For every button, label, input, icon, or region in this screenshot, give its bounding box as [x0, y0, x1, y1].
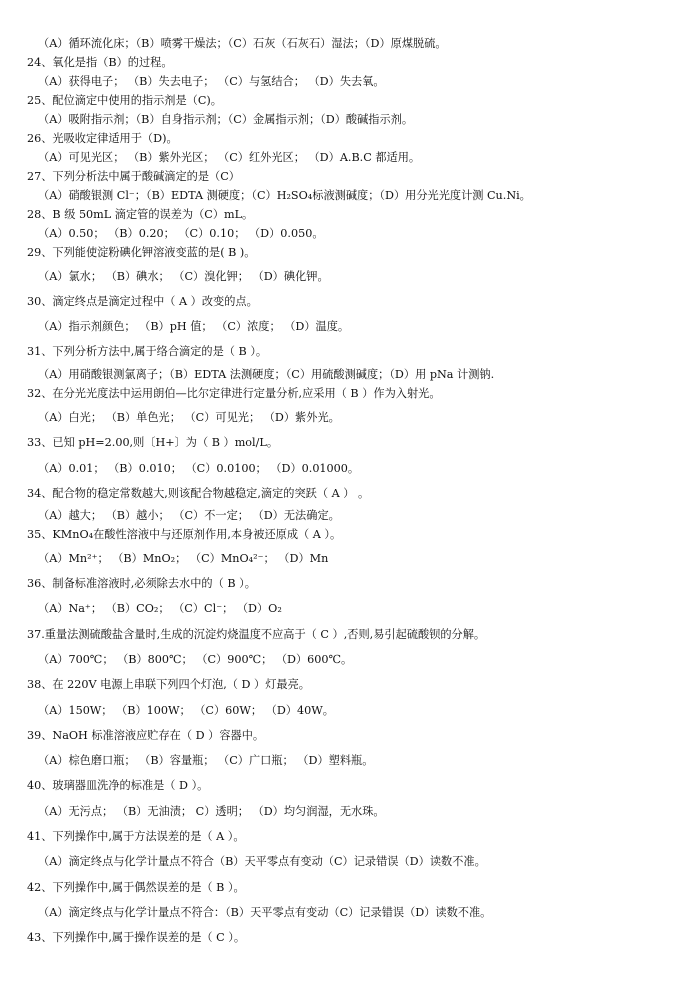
answer-options-line: （A）用硝酸银测氯离子；（B）EDTA 法测硬度；（C）用硫酸测碱度；（D）用 pNa 计测钠.	[38, 368, 495, 381]
question-line: 40、玻璃器皿洗净的标准是（ D ）。	[27, 779, 209, 792]
question-line: 39、NaOH 标准溶液应贮存在（ D ）容器中。	[27, 729, 265, 742]
question-line: 43、下列操作中,属于操作误差的是（ C ）。	[27, 931, 246, 944]
question-line: 32、在分光光度法中运用朗伯—比尔定律进行定量分析,应采用（ B ）作为入射光。	[27, 387, 441, 400]
question-line: 36、制备标准溶液时,必须除去水中的（ B ）。	[27, 577, 256, 590]
answer-options-line: （A）150W； （B）100W； （C）60W； （D）40W。	[38, 704, 334, 717]
answer-options-line: （A）Na⁺； （B）CO₂； （C）Cl⁻； （D）O₂	[38, 602, 282, 615]
answer-options-line: （A）无污点； （B）无油渍； C）透明； （D）均匀润湿，无水珠。	[38, 805, 385, 818]
question-line: 29、下列能使淀粉碘化钾溶液变蓝的是( B )。	[27, 246, 256, 259]
question-line: 35、KMnO₄在酸性溶液中与还原剂作用,本身被还原成（ A ）。	[27, 528, 342, 541]
answer-options-line: （A）滴定终点与化学计量点不符合（B）天平零点有变动（C）记录错误（D）读数不准。	[38, 855, 486, 868]
question-line: 38、在 220V 电源上串联下列四个灯泡,（ D ）灯最亮。	[27, 678, 310, 691]
answer-options-line: （A）白光； （B）单色光； （C）可见光； （D）紫外光。	[38, 411, 340, 424]
question-line: 24、氧化是指（B）的过程。	[27, 56, 173, 69]
question-line: 31、下列分析方法中,属于络合滴定的是（ B ）。	[27, 345, 268, 358]
answer-options-line: （A）获得电子； （B）失去电子； （C）与氢结合； （D）失去氧。	[38, 75, 385, 88]
question-line: 34、配合物的稳定常数越大,则该配合物越稳定,滴定的突跃（ A ） 。	[27, 487, 370, 500]
answer-options-line: （A）氯水； （B）碘水； （C）溴化钾； （D）碘化钾。	[38, 270, 329, 283]
question-line: 27、下列分析法中属于酸碱滴定的是（C）	[27, 170, 240, 183]
answer-options-line: （A）指示剂颜色； （B）pH 值； （C）浓度； （D）温度。	[38, 320, 350, 333]
question-line: 42、下列操作中,属于偶然误差的是（ B ）。	[27, 881, 245, 894]
answer-options-line: （A）越大； （B）越小； （C）不一定； （D）无法确定。	[38, 509, 340, 522]
question-line: 28、B 级 50mL 滴定管的误差为（C）mL。	[27, 208, 254, 221]
question-line: 41、下列操作中,属于方法误差的是（ A ）。	[27, 830, 245, 843]
answer-options-line: （A）硝酸银测 Cl⁻；（B）EDTA 测硬度；（C）H₂SO₄标液测碱度；（D）用分光光度计测 Cu.Ni。	[38, 189, 531, 202]
question-line: 25、配位滴定中使用的指示剂是（C)。	[27, 94, 222, 107]
answer-options-line: （A）0.01； （B）0.010； （C）0.0100； （D）0.01000。	[38, 462, 360, 475]
question-line: 26、光吸收定律适用于（D)。	[27, 132, 178, 145]
answer-options-line: （A）棕色磨口瓶； （B）容量瓶； （C）广口瓶； （D）塑料瓶。	[38, 754, 374, 767]
question-line: 30、滴定终点是滴定过程中（ A ）改变的点。	[27, 295, 258, 308]
answer-options-line: （A）0.50； （B）0.20； （C）0.10； （D）0.050。	[38, 227, 324, 240]
answer-options-line: （A）700℃； （B）800℃； （C）900℃； （D）600℃。	[38, 653, 353, 666]
answer-options-line: （A）滴定终点与化学计量点不符合：（B）天平零点有变动（C）记录错误（D）读数不准。	[38, 906, 492, 919]
answer-options-line: （A）Mn²⁺； （B）MnO₂； （C）MnO₄²⁻； （D）Mn	[38, 552, 329, 565]
question-line: 33、已知 pH=2.00,则〔H+〕为（ B ）mol/L。	[27, 436, 279, 449]
answer-options-line: （A）吸附指示剂；（B）自身指示剂；（C）金属指示剂；（D）酸碱指示剂。	[38, 113, 414, 126]
answer-options-line: （A）可见光区； （B）紫外光区； （C）红外光区； （D）A.B.C 都适用。	[38, 151, 421, 164]
answer-options-line: （A）循环流化床；（B）喷雾干燥法；（C）石灰（石灰石）湿法；（D）原煤脱硫。	[38, 37, 447, 50]
question-line: 37.重量法测硫酸盐含量时,生成的沉淀灼烧温度不应高于（ C ）,否则,易引起硫酸钡的分解。	[27, 628, 486, 641]
